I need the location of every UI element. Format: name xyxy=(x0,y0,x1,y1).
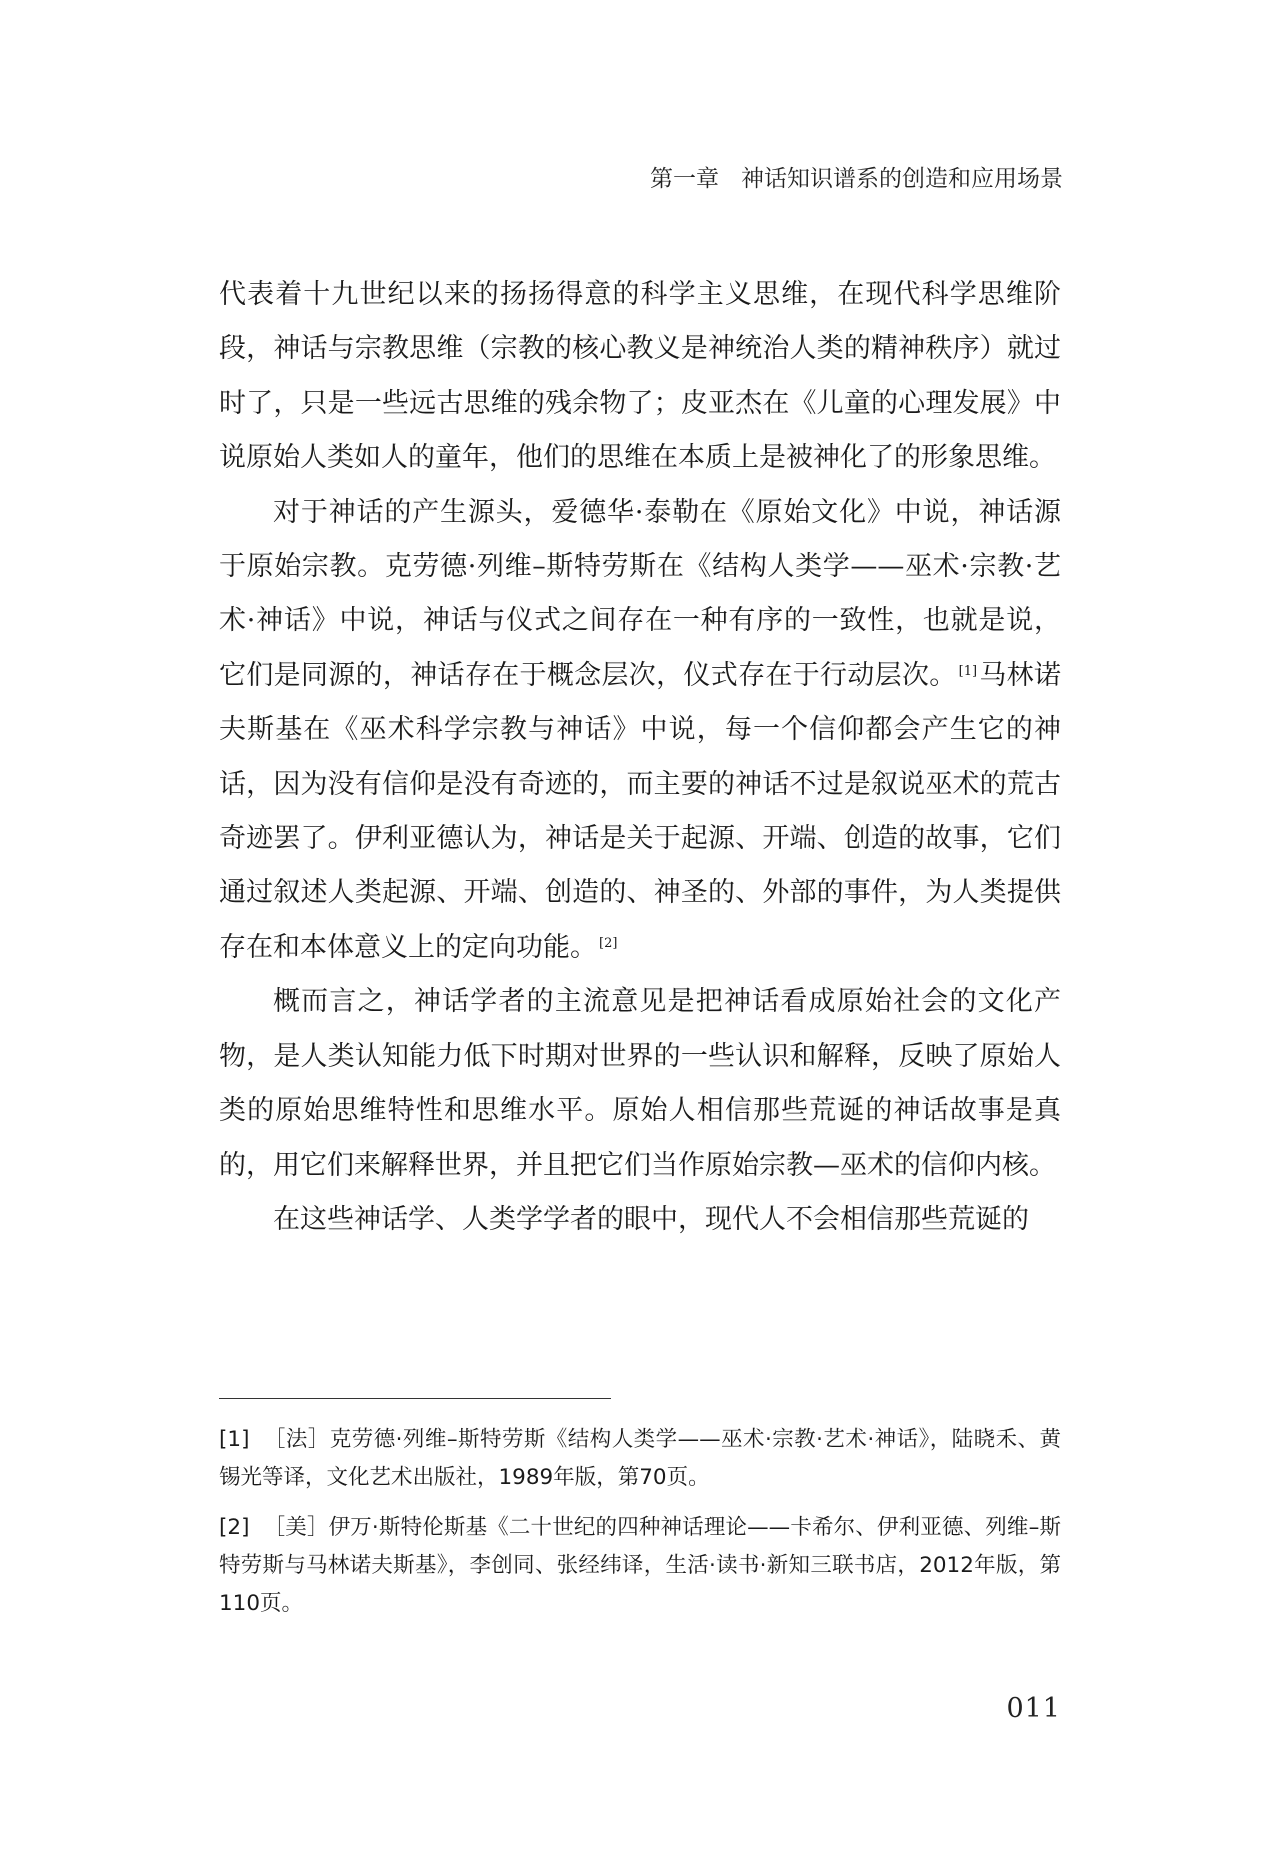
footnote-2-number: [2] xyxy=(219,1515,250,1540)
footnote-ref-1[interactable]: [1] xyxy=(958,663,978,679)
paragraph-2-part-a: 对于神话的产生源头，爱德华·泰勒在《原始文化》中说，神话源于原始宗教。克劳德·列维–斯特劳斯在《结构人类学——巫术·宗教·艺术·神话》中说，神话与仪式之间存在一种有序的一致性，也就是说，它们是同源的，神话存在于概念层次，仪式存在于行动层次。 xyxy=(219,496,1061,691)
footnote-2 xyxy=(219,1509,1061,1623)
paragraph-4: 在这些神话学、人类学学者的眼中，现代人不会相信那些荒诞的 xyxy=(273,1203,1029,1235)
footnote-1-number: [1] xyxy=(219,1427,250,1452)
running-head xyxy=(650,160,1063,193)
paragraph-2-part-b: 马林诺夫斯基在《巫术科学宗教与神话》中说，每一个信仰都会产生它的神话，因为没有信仰是没有奇迹的，而主要的神话不过是叙说巫术的荒古奇迹罢了。伊利亚德认为，神话是关于起源、开端、创造的故事，它们通过叙述人类起源、开端、创造的、神圣的、外部的事件，为人类提供存在和本体意义上的定向功能。 xyxy=(219,659,1062,963)
chapter-label: 第一章 xyxy=(650,166,719,192)
footnotes xyxy=(219,1421,1061,1635)
body-text xyxy=(219,268,1061,1247)
footnote-2-text: ［美］伊万·斯特伦斯基《二十世纪的四种神话理论——卡希尔、伊利亚德、列维–斯特劳斯与马林诺夫斯基》，李创同、张经纬译，生活·读书·新知三联书店，2012年版，第110页。 xyxy=(219,1515,1061,1616)
page-number: 011 xyxy=(1006,1693,1061,1724)
footnote-1 xyxy=(219,1421,1061,1497)
footnote-ref-2[interactable]: [2] xyxy=(599,935,618,951)
paragraph-2 xyxy=(219,486,1061,976)
footnote-1-text: ［法］克劳德·列维–斯特劳斯《结构人类学——巫术·宗教·艺术·神话》，陆晓禾、黄锡光等译，文化艺术出版社，1989年版，第70页。 xyxy=(219,1427,1061,1490)
paragraph-3: 概而言之，神话学者的主流意见是把神话看成原始社会的文化产物，是人类认知能力低下时期对世界的一些认识和解释，反映了原始人类的原始思维特性和思维水平。原始人相信那些荒诞的神话故事是真的，用它们来解释世界，并且把它们当作原始宗教—巫术的信仰内核。 xyxy=(219,986,1061,1181)
paragraph-1: 代表着十九世纪以来的扬扬得意的科学主义思维，在现代科学思维阶段，神话与宗教思维（宗教的核心教义是神统治人类的精神秩序）就过时了，只是一些远古思维的残余物了；皮亚杰在《儿童的心理发展》中说原始人类如人的童年，他们的思维在本质上是被神化了的形象思维。 xyxy=(219,279,1061,474)
chapter-title: 神话知识谱系的创造和应用场景 xyxy=(741,166,1063,192)
footnote-divider xyxy=(219,1398,611,1399)
